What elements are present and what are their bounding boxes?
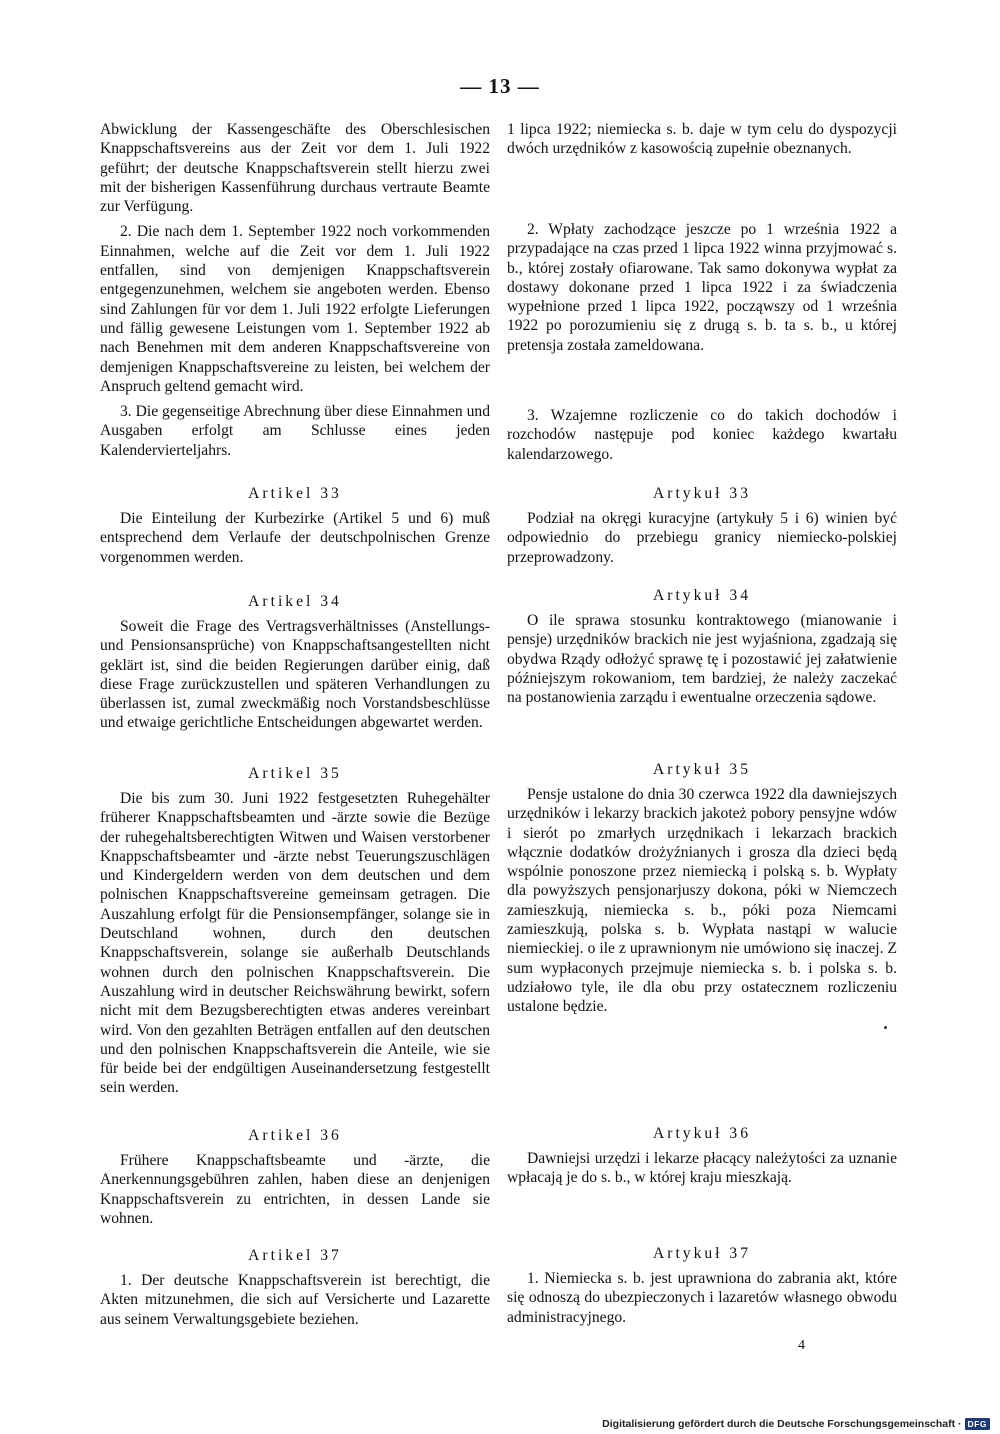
polish-article-34-title: Artykuł 34: [652, 587, 751, 604]
polish-article-37-text: 1. Niemiecka s. b. jest uprawniona do zabrania akt, które się odnoszą do ubezpieczonych i lazaretów własnego obwodu administracyjnego.: [507, 1270, 897, 1326]
german-article-36-text: Frühere Knappschaftsbeamte und -ärzte, die Anerkennungsgebühren zahlen, haben diese an denjenigen Knappschaftsverein zu entrichten, in dessen Lande sie wohnen.: [100, 1152, 490, 1227]
german-article-34: [100, 592, 490, 733]
german-article-35-title: Artikel 35: [248, 765, 342, 782]
sheet-number: 4: [798, 1338, 805, 1353]
german-article-37-title: Artikel 37: [248, 1247, 342, 1264]
polish-article-36-title: Artykuł 36: [652, 1125, 751, 1142]
polish-intro-paragraph-2: 2. Wpłaty zachodzące jeszcze po 1 września 1922 a przypadające na czas przed 1 lipca 1922 winna przyjmować s. b., której zostały ofiarowane. Tak samo dokonywa wypłat za dostawy dokonane przed 1 lipca 1922 i za świadczenia wypełnione przed 1 lipca 1922, począwszy od 1 września 1922 po porozumieniu się z drugą s. b. ta s. b., u której pretensja została zameldowana.: [507, 221, 897, 354]
polish-article-37: [507, 1244, 897, 1327]
german-intro-paragraph-2: 2. Die nach dem 1. September 1922 noch vorkommenden Einnahmen, welche auf die Zeit vor dem 1. Juli 1922 entfallen, sind von demjenigen Knappschaftsverein entgegenzunehmen, welchem sie angeboten werden. Ebenso sind Zahlungen für vor dem 1. Juli 1922 erfolgte Lieferungen und fällig gewesene Leistungen vom 1. September 1922 ab nach Benehmen mit dem anderen Knappschaftsvereine von demjenigen Knappschaftsvereine zu leisten, bei welchem der Anspruch geltend gemacht wird.: [100, 223, 490, 395]
polish-article-35-text: Pensje ustalone do dnia 30 czerwca 1922 dla dawniejszych urzędników i lekarzy brackich jakoteż pobory pensyjne wdów i sierót po zmarłych urzędnikach i lekarzach brackich włącznie dodatków drożyźnianych i grosza dla dzieci będą wspólnie ponoszone przez niemiecką i polską s. b. Wypłaty dla powyższych pensjonarjuszy dokona, póki w Niemczech zamieszkują, niemiecka s. b., póki poza Niemcami zamieszkują, polska s. b. Wypłata nastąpi w walucie niemieckiej. o ile z uprawnionym nie umówiono się inaczej. Z sum wypłaconych przejmuje niemiecka s. b. i polska s. b. udziałowo tyle, ile dla obu przy ostatecznem rozliczeniu ustalone będzie.: [507, 786, 897, 1016]
german-article-34-text: Soweit die Frage des Vertragsverhältnisses (Anstellungs- und Pensionsansprüche) von Knappschaftsangestellten nicht geklärt ist, sind die beiden Regierungen darüber einig, daß diese Frage zurückzustellen und späteren Verhandlungen zu überlassen ist, zumal zweckmäßig noch Vorstandsbeschlüsse und etwaige gerichtliche Entscheidungen abgewartet werden.: [100, 618, 490, 732]
page-number: — 13 —: [460, 74, 540, 98]
digitization-credit-text: Digitalisierung gefördert durch die Deutsche Forschungsgemeinschaft ·: [602, 1418, 962, 1430]
polish-article-35-title: Artykuł 35: [652, 761, 751, 778]
german-article-33-title: Artikel 33: [248, 485, 342, 502]
polish-intro-p1-block: [507, 120, 897, 159]
german-article-36-title: Artikel 36: [248, 1127, 342, 1144]
polish-article-33: [507, 484, 897, 567]
polish-intro-paragraph-3: 3. Wzajemne rozliczenie co do takich dochodów i rozchodów następuje pod koniec każdego kwartału kalendarzowego.: [507, 407, 897, 463]
german-intro-block: [100, 120, 490, 460]
stray-print-mark: [884, 1026, 887, 1029]
german-article-33-text: Die Einteilung der Kurbezirke (Artikel 5 und 6) muß entsprechend dem Verlaufe der deutschpolnischen Grenze vorgenommen werden.: [100, 510, 490, 566]
polish-article-35: [507, 760, 897, 1017]
polish-article-34: [507, 586, 897, 707]
dfg-logo: DFG: [965, 1418, 990, 1430]
polish-intro-p2-block: [507, 220, 897, 355]
polish-article-34-text: O ile sprawa stosunku kontraktowego (mianowanie i pensje) urzędników brackich nie jest wyjaśniona, zgadzają się obydwa Rządy odłożyć sprawę tę i pozostawić jej załatwienie późniejszym rokowaniom, tem bardziej, że należy zaczekać na postanowienia zarządu i ewentualne orzeczenia sądowe.: [507, 612, 897, 707]
german-article-37-text: 1. Der deutsche Knappschaftsverein ist berechtigt, die Akten mitzunehmen, die sich auf Versicherte und Lazarette aus seinem Verwaltungsgebiete beziehen.: [100, 1272, 490, 1328]
german-article-34-title: Artikel 34: [248, 593, 342, 610]
polish-article-37-title: Artykuł 37: [652, 1245, 751, 1262]
german-article-35-text: Die bis zum 30. Juni 1922 festgesetzten Ruhegehälter früherer Knappschaftsbeamten und -ärzte sowie die Bezüge der ruhegehaltsberechtigten Witwen und Waisen verstorbener Knappschaftsbeamter und -ärzte nebst Teuerungszuschlägen und Kindergeldern werden von dem deutschen und dem polnischen Knappschaftsvereine gemeinsam getragen. Die Auszahlung erfolgt für die Pensionsempfänger, solange sie in Deutschland wohnen, durch den deutschen Knappschaftsverein, solange sie außerhalb Deutschlands wohnen durch den polnischen Knappschaftsverein. Die Auszahlung wird in deutscher Reichswährung bewirkt, sofern nicht mit dem Bezugsberechtigten etwas anderes vereinbart wird. Von den gezahlten Beträgen entfallen auf den deutschen und den polnischen Knappschaftsverein die Anteile, wie sie für beide bei der endgültigen Auseinandersetzung festgestellt sein werden.: [100, 790, 490, 1097]
digitization-footer: [602, 1418, 990, 1430]
polish-intro-paragraph-1: 1 lipca 1922; niemiecka s. b. daje w tym celu do dyspozycji dwóch urzędników z kasowością zupełnie obeznanych.: [507, 121, 897, 158]
polish-article-36-text: Dawniejsi urzędzi i lekarze płacący należytości za uznanie wpłacają je do s. b., w której kraju mieszkają.: [507, 1150, 897, 1187]
polish-article-36: [507, 1124, 897, 1188]
german-article-33: [100, 484, 490, 567]
german-intro-paragraph-1: Abwicklung der Kassengeschäfte des Oberschlesischen Knappschaftsvereins aus der Zeit vor dem 1. Juli 1922 geführt; der deutsche Knappschaftsverein stellt hierzu zwei mit der bisherigen Kassenführung durchaus vertraute Beamte zur Verfügung.: [100, 121, 490, 216]
polish-intro-p3-block: [507, 406, 897, 464]
german-article-35: [100, 764, 490, 1098]
polish-article-33-text: Podział na okręgi kuracyjne (artykuły 5 i 6) winien być odpowiednio do przebiegu granicy niemiecko-polskiej przeprowadzony.: [507, 510, 897, 566]
german-article-36: [100, 1126, 490, 1228]
polish-article-33-title: Artykuł 33: [652, 485, 751, 502]
german-article-37: [100, 1246, 490, 1329]
german-intro-paragraph-3: 3. Die gegenseitige Abrechnung über diese Einnahmen und Ausgaben erfolgt am Schlusse eines jeden Kalendervierteljahrs.: [100, 403, 490, 459]
